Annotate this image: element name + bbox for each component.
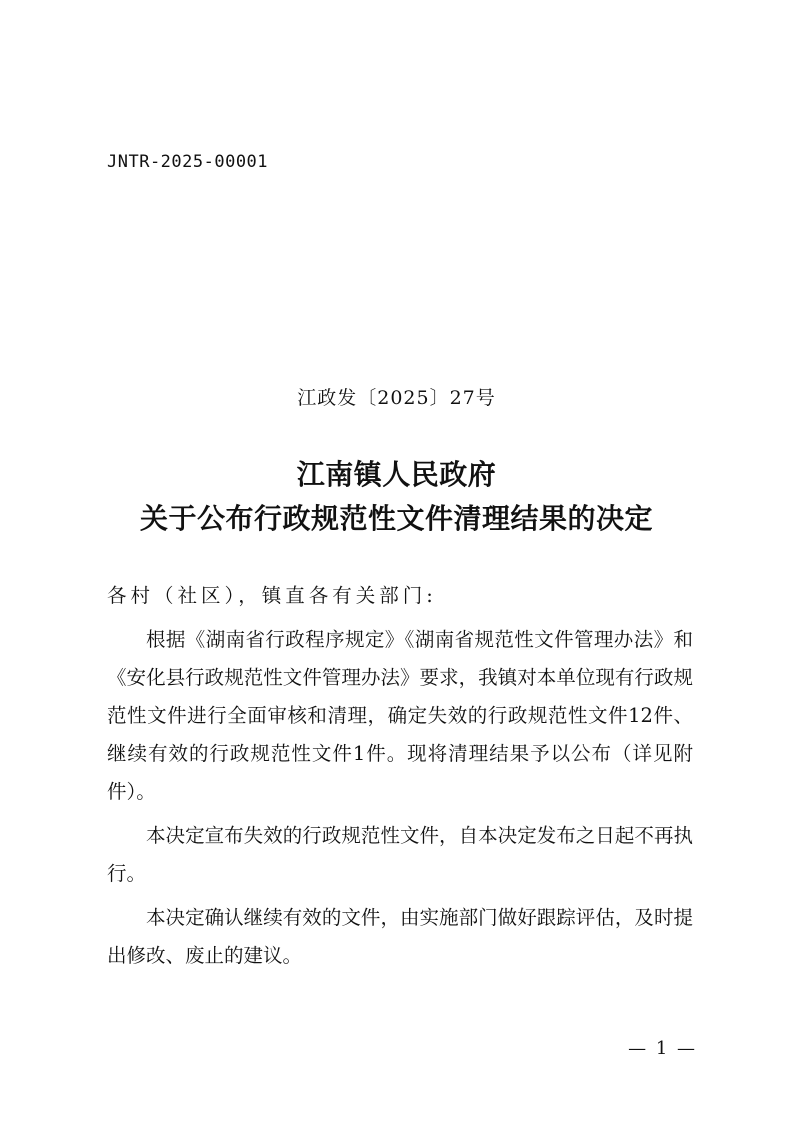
document-title-subject: 关于公布行政规范性文件清理结果的决定 bbox=[139, 502, 653, 535]
document-title-issuer: 江南镇人民政府 bbox=[296, 458, 497, 491]
paragraph-invalid-files: 本决定宣布失效的行政规范性文件，自本决定发布之日起不再执行。 bbox=[107, 824, 693, 885]
salutation: 各村（社区），镇直各有关部门: bbox=[107, 584, 437, 607]
page-number: — 1 — bbox=[628, 1038, 697, 1059]
document-code: JNTR-2025-00001 bbox=[107, 152, 269, 172]
paragraph-valid-files: 本决定确认继续有效的文件，由实施部门做好跟踪评估，及时提出修改、废止的建议。 bbox=[107, 906, 693, 967]
paragraph-basis: 根据《湖南省行政程序规定》《湖南省规范性文件管理办法》和《安化县行政规范性文件管理办法》要求，我镇对本单位现有行政规范性文件进行全面审核和清理，确定失效的行政规范性文件12件、继续有效的行政规范性文件1件。现将清理结果予以公布（详见附件）。 bbox=[107, 628, 693, 803]
document-body bbox=[107, 577, 693, 981]
document-number: 江政发〔2025〕27号 bbox=[297, 387, 496, 409]
